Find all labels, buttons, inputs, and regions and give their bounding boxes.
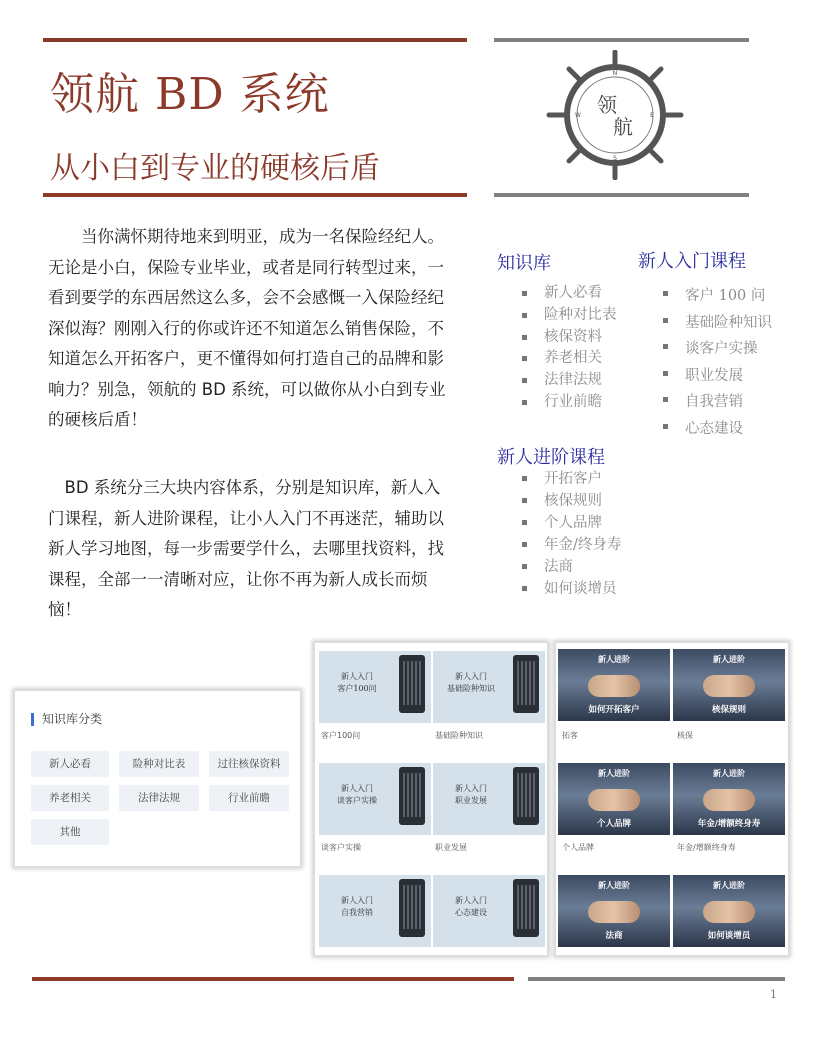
tile-bottom-text: 如何谈增员 [707,931,751,941]
list-item: 职业发展 [661,363,772,390]
list-item: 险种对比表 [520,305,617,327]
tile-bottom-text: 核保规则 [711,705,746,715]
tile-caption: 职业发展 [435,843,467,852]
ship-wheel-logo [545,50,685,180]
tile-line2: 自我营销 [341,908,373,917]
header-rule-bottom-right [494,193,749,197]
list-item: 新人必看 [520,283,617,305]
list-item: 谈客户实操 [661,336,772,363]
knowledge-list [520,283,617,414]
course-thumbnail [319,875,431,947]
tile-line2: 客户100问 [337,684,377,693]
tile-caption: 核保 [677,731,693,740]
course-tile[interactable] [319,763,431,857]
course-tile[interactable] [433,651,545,745]
kb-tag[interactable]: 险种对比表 [119,751,199,777]
list-item: 法商 [520,556,621,578]
course-thumbnail [433,763,545,835]
list-item: 年金/终身寿 [520,534,621,556]
beginner-list [661,283,772,443]
tile-bottom-text: 如何开拓客户 [588,705,640,715]
course-tile[interactable] [558,875,670,951]
handshake-thumbnail [673,649,785,721]
tile-top-text: 新人进阶 [713,654,745,664]
list-item: 行业前瞻 [520,392,617,414]
logo-char-1: 领 [597,93,617,117]
compass-w: W [575,112,581,119]
logo-char-2: 航 [613,115,633,139]
kb-card-title: 知识库分类 [31,713,102,726]
course-tile[interactable] [433,875,545,951]
footer-rule-left [32,977,514,981]
intro-paragraph-2: BD 系统分三大块内容体系，分别是知识库，新人入门课程，新人进阶课程，让小人入门不再迷茫，辅助以新人学习地图，每一步需要学什么，去哪里找资料，找课程，全部一一清晰对应，让你不再为新人成长而烦恼！ [48,478,444,619]
knowledge-heading: 知识库 [497,253,551,274]
kb-category-card [14,690,301,867]
page-subtitle: 从小白到专业的硬核后盾 [50,151,380,186]
list-item: 核保规则 [520,490,621,512]
tile-bottom-text: 个人品牌 [596,819,631,829]
course-thumbnail [319,763,431,835]
advanced-course-grid [555,642,789,956]
compass-n: N [612,70,618,77]
list-item: 基础险种知识 [661,310,772,337]
tile-line1: 新人入门 [341,784,373,793]
handshake-thumbnail [558,875,670,947]
page-title: 领航 BD 系统 [50,69,330,120]
tile-top-text: 新人进阶 [598,880,630,890]
kb-tag[interactable]: 行业前瞻 [209,785,289,811]
list-item: 自我营销 [661,389,772,416]
tile-caption: 拓客 [562,731,578,740]
beginner-course-grid [314,642,548,956]
tile-line2: 心态建设 [455,908,487,917]
compass-s: S [613,155,617,162]
compass-e: E [650,112,654,119]
course-tile[interactable] [673,649,785,745]
list-item: 开拓客户 [520,468,621,490]
tile-caption: 基础险种知识 [435,731,483,740]
kb-tag[interactable]: 法律法规 [119,785,199,811]
advanced-heading: 新人进阶课程 [497,447,605,468]
course-tile[interactable] [558,649,670,745]
tile-caption: 个人品牌 [562,843,594,852]
course-tile[interactable] [673,763,785,859]
course-thumbnail [433,651,545,723]
list-item: 法律法规 [520,370,617,392]
header-rule-top-left [43,38,467,42]
tile-bottom-text: 法商 [605,931,623,941]
course-thumbnail [433,875,545,947]
handshake-thumbnail [558,763,670,835]
tile-line2: 基础险种知识 [447,684,495,693]
header-rule-top-right [494,38,749,42]
course-tile[interactable] [558,763,670,859]
handshake-thumbnail [673,763,785,835]
tile-line1: 新人入门 [455,784,487,793]
list-item: 如何谈增员 [520,578,621,600]
tile-top-text: 新人进阶 [598,768,630,778]
kb-tag[interactable]: 新人必看 [31,751,109,777]
tile-caption: 年金/增额终身寿 [677,843,736,852]
tile-top-text: 新人进阶 [713,880,745,890]
advanced-list [520,468,621,600]
kb-tag[interactable]: 养老相关 [31,785,109,811]
kb-tag[interactable]: 过往核保资料 [209,751,289,777]
footer-rule-right [528,977,785,981]
tile-line1: 新人入门 [341,672,373,681]
header-rule-bottom-left [43,193,467,197]
list-item: 核保资料 [520,327,617,349]
handshake-thumbnail [558,649,670,721]
page-number: 1 [770,988,777,1001]
course-tile[interactable] [673,875,785,951]
tile-caption: 谈客户实操 [321,843,361,852]
course-tile[interactable] [319,651,431,745]
list-item: 心态建设 [661,416,772,443]
tile-line1: 新人入门 [341,896,373,905]
tile-line2: 谈客户实操 [337,796,377,805]
kb-tag[interactable]: 其他 [31,819,109,845]
tile-top-text: 新人进阶 [598,654,630,664]
list-item: 养老相关 [520,348,617,370]
tile-caption: 客户100问 [321,731,361,740]
tile-bottom-text: 年金/增额终身寿 [697,819,761,829]
tile-line2: 职业发展 [455,796,487,805]
handshake-thumbnail [673,875,785,947]
list-item: 个人品牌 [520,512,621,534]
list-item: 客户 100 问 [661,283,772,310]
course-thumbnail [319,651,431,723]
tile-line1: 新人入门 [455,672,487,681]
tile-line1: 新人入门 [455,896,487,905]
course-tile[interactable] [433,763,545,857]
course-tile[interactable] [319,875,431,951]
tile-top-text: 新人进阶 [713,768,745,778]
beginner-heading: 新人入门课程 [638,251,746,272]
intro-paragraph-1: 当你满怀期待地来到明亚，成为一名保险经纪人。无论是小白，保险专业毕业，或者是同行转型过来，一看到要学的东西居然这么多，会不会感慨一入保险经纪深似海？刚刚入行的你或许还不知道怎么销售保险，不知道怎么开拓客户，更不懂得如何打造自己的品牌和影响力？别急，领航的 BD 系统，可以做你从小白到专业的硬核后盾！ [48,227,446,429]
